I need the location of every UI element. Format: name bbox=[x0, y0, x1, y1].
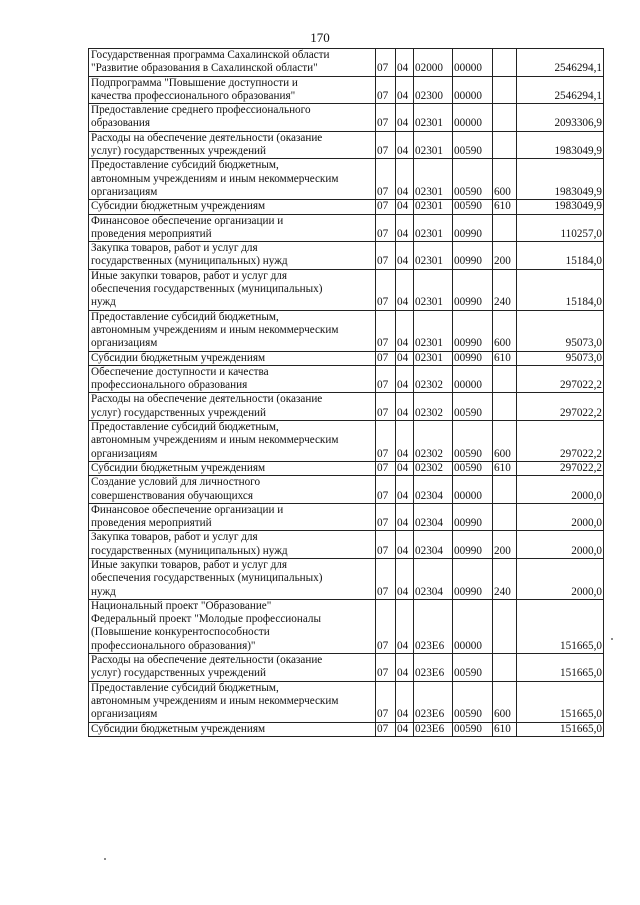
amount-cell: 2000,0 bbox=[517, 531, 604, 559]
subsection-code-cell: 04 bbox=[396, 200, 414, 214]
item-name-line: Закупка товаров, работ и услуг для bbox=[91, 242, 258, 255]
expense-type-cell: 600 bbox=[493, 421, 517, 462]
item-name-line: качества профессионального образования" bbox=[91, 89, 296, 102]
item-name-line: проведения мероприятий bbox=[91, 227, 212, 240]
program-code-cell: 02302 bbox=[414, 421, 453, 462]
expense-type-cell: 200 bbox=[493, 242, 517, 270]
table-row bbox=[89, 269, 604, 310]
item-name-line: Предоставление субсидий бюджетным, bbox=[91, 159, 279, 172]
expense-type-cell bbox=[493, 476, 517, 504]
section-code-cell: 07 bbox=[376, 200, 396, 214]
item-name-line: Субсидии бюджетным учреждениям bbox=[91, 461, 266, 474]
table-row bbox=[89, 200, 604, 214]
program-code-cell: 02301 bbox=[414, 310, 453, 351]
item-name-cell bbox=[89, 365, 376, 393]
item-name-cell bbox=[89, 503, 376, 531]
direction-code-cell: 00990 bbox=[453, 214, 493, 242]
item-name-line: проведения мероприятий bbox=[91, 517, 212, 530]
amount-cell: 1983049,9 bbox=[517, 131, 604, 159]
table-row bbox=[89, 503, 604, 531]
program-code-cell: 023E6 bbox=[414, 654, 453, 682]
item-name-cell bbox=[89, 722, 376, 736]
item-name-line: Закупка товаров, работ и услуг для bbox=[91, 531, 258, 544]
item-name-cell bbox=[89, 49, 376, 77]
subsection-code-cell: 04 bbox=[396, 269, 414, 310]
subsection-code-cell: 04 bbox=[396, 351, 414, 365]
item-name-cell bbox=[89, 393, 376, 421]
item-name-cell bbox=[89, 76, 376, 104]
expense-type-cell bbox=[493, 393, 517, 421]
item-name-line: Субсидии бюджетным учреждениям bbox=[91, 722, 266, 735]
subsection-code-cell: 04 bbox=[396, 76, 414, 104]
expense-type-cell: 240 bbox=[493, 558, 517, 599]
program-code-cell: 02301 bbox=[414, 269, 453, 310]
item-name-line: Создание условий для личностного bbox=[91, 476, 261, 489]
expense-type-cell bbox=[493, 49, 517, 77]
direction-code-cell: 00590 bbox=[453, 393, 493, 421]
item-name-line: государственных (муниципальных) нужд bbox=[91, 255, 288, 268]
subsection-code-cell: 04 bbox=[396, 654, 414, 682]
section-code-cell: 07 bbox=[376, 49, 396, 77]
scan-speck bbox=[104, 858, 106, 860]
amount-cell: 2000,0 bbox=[517, 558, 604, 599]
expense-type-cell: 610 bbox=[493, 722, 517, 736]
section-code-cell: 07 bbox=[376, 310, 396, 351]
amount-cell: 2000,0 bbox=[517, 476, 604, 504]
item-name-cell bbox=[89, 476, 376, 504]
scan-speck bbox=[611, 638, 613, 640]
amount-cell: 2093306,9 bbox=[517, 104, 604, 132]
direction-code-cell: 00000 bbox=[453, 599, 493, 653]
section-code-cell: 07 bbox=[376, 558, 396, 599]
subsection-code-cell: 04 bbox=[396, 558, 414, 599]
item-name-line: нужд bbox=[91, 296, 116, 309]
item-name-line: Иные закупки товаров, работ и услуг для bbox=[91, 269, 288, 282]
subsection-code-cell: 04 bbox=[396, 722, 414, 736]
item-name-line: Подпрограмма "Повышение доступности и bbox=[91, 76, 298, 89]
direction-code-cell: 00990 bbox=[453, 310, 493, 351]
table-row bbox=[89, 681, 604, 722]
subsection-code-cell: 04 bbox=[396, 599, 414, 653]
amount-cell: 1983049,9 bbox=[517, 159, 604, 200]
expense-type-cell: 200 bbox=[493, 531, 517, 559]
expense-type-cell bbox=[493, 654, 517, 682]
table-row bbox=[89, 49, 604, 77]
item-name-cell bbox=[89, 242, 376, 270]
budget-table bbox=[88, 48, 604, 737]
program-code-cell: 023E6 bbox=[414, 722, 453, 736]
item-name-cell bbox=[89, 351, 376, 365]
table-row bbox=[89, 476, 604, 504]
expense-type-cell: 600 bbox=[493, 159, 517, 200]
expense-type-cell: 610 bbox=[493, 200, 517, 214]
item-name-line: Субсидии бюджетным учреждениям bbox=[91, 351, 266, 364]
item-name-cell bbox=[89, 421, 376, 462]
amount-cell: 151665,0 bbox=[517, 722, 604, 736]
item-name-line: (Повышение конкурентоспособности bbox=[91, 626, 270, 639]
table-row bbox=[89, 599, 604, 653]
table-row bbox=[89, 310, 604, 351]
item-name-cell bbox=[89, 104, 376, 132]
amount-cell: 151665,0 bbox=[517, 654, 604, 682]
expense-type-cell bbox=[493, 76, 517, 104]
expense-type-cell bbox=[493, 131, 517, 159]
item-name-line: автономным учреждениям и иным некоммерческим bbox=[91, 694, 339, 707]
item-name-line: организациям bbox=[91, 447, 158, 460]
section-code-cell: 07 bbox=[376, 503, 396, 531]
program-code-cell: 02301 bbox=[414, 214, 453, 242]
direction-code-cell: 00590 bbox=[453, 131, 493, 159]
table-row bbox=[89, 531, 604, 559]
subsection-code-cell: 04 bbox=[396, 310, 414, 351]
item-name-cell bbox=[89, 159, 376, 200]
section-code-cell: 07 bbox=[376, 351, 396, 365]
program-code-cell: 02301 bbox=[414, 159, 453, 200]
section-code-cell: 07 bbox=[376, 531, 396, 559]
section-code-cell: 07 bbox=[376, 104, 396, 132]
program-code-cell: 02302 bbox=[414, 393, 453, 421]
item-name-cell bbox=[89, 599, 376, 653]
section-code-cell: 07 bbox=[376, 393, 396, 421]
subsection-code-cell: 04 bbox=[396, 503, 414, 531]
item-name-line: образования bbox=[91, 117, 151, 130]
subsection-code-cell: 04 bbox=[396, 531, 414, 559]
program-code-cell: 02304 bbox=[414, 503, 453, 531]
table-row bbox=[89, 654, 604, 682]
direction-code-cell: 00990 bbox=[453, 558, 493, 599]
item-name-line: организациям bbox=[91, 708, 158, 721]
section-code-cell: 07 bbox=[376, 421, 396, 462]
direction-code-cell: 00990 bbox=[453, 269, 493, 310]
item-name-line: организациям bbox=[91, 337, 158, 350]
direction-code-cell: 00590 bbox=[453, 681, 493, 722]
expense-type-cell: 240 bbox=[493, 269, 517, 310]
subsection-code-cell: 04 bbox=[396, 681, 414, 722]
section-code-cell: 07 bbox=[376, 599, 396, 653]
item-name-line: государственных (муниципальных) нужд bbox=[91, 544, 288, 557]
amount-cell: 2000,0 bbox=[517, 503, 604, 531]
section-code-cell: 07 bbox=[376, 242, 396, 270]
expense-type-cell: 610 bbox=[493, 461, 517, 475]
amount-cell: 2546294,1 bbox=[517, 49, 604, 77]
expense-type-cell: 610 bbox=[493, 351, 517, 365]
table-row bbox=[89, 76, 604, 104]
direction-code-cell: 00000 bbox=[453, 476, 493, 504]
section-code-cell: 07 bbox=[376, 461, 396, 475]
direction-code-cell: 00990 bbox=[453, 503, 493, 531]
item-name-line: "Развитие образования в Сахалинской области" bbox=[91, 62, 318, 75]
item-name-line: совершенствования обучающихся bbox=[91, 489, 253, 502]
program-code-cell: 023E6 bbox=[414, 599, 453, 653]
section-code-cell: 07 bbox=[376, 654, 396, 682]
direction-code-cell: 00000 bbox=[453, 365, 493, 393]
table-row bbox=[89, 104, 604, 132]
item-name-line: автономным учреждениям и иным некоммерческим bbox=[91, 323, 339, 336]
table-row bbox=[89, 131, 604, 159]
amount-cell: 151665,0 bbox=[517, 681, 604, 722]
item-name-cell bbox=[89, 214, 376, 242]
direction-code-cell: 00990 bbox=[453, 531, 493, 559]
program-code-cell: 02301 bbox=[414, 200, 453, 214]
expense-type-cell bbox=[493, 104, 517, 132]
expense-type-cell: 600 bbox=[493, 681, 517, 722]
section-code-cell: 07 bbox=[376, 214, 396, 242]
program-code-cell: 02304 bbox=[414, 476, 453, 504]
table-row bbox=[89, 461, 604, 475]
subsection-code-cell: 04 bbox=[396, 421, 414, 462]
program-code-cell: 02301 bbox=[414, 131, 453, 159]
table-row bbox=[89, 558, 604, 599]
subsection-code-cell: 04 bbox=[396, 365, 414, 393]
item-name-line: Расходы на обеспечение деятельности (оказание bbox=[91, 131, 323, 144]
item-name-line: нужд bbox=[91, 585, 116, 598]
direction-code-cell: 00590 bbox=[453, 200, 493, 214]
item-name-cell bbox=[89, 269, 376, 310]
direction-code-cell: 00000 bbox=[453, 49, 493, 77]
item-name-cell bbox=[89, 558, 376, 599]
table-row bbox=[89, 722, 604, 736]
item-name-line: Предоставление субсидий бюджетным, bbox=[91, 681, 279, 694]
item-name-cell bbox=[89, 531, 376, 559]
subsection-code-cell: 04 bbox=[396, 131, 414, 159]
item-name-cell bbox=[89, 131, 376, 159]
program-code-cell: 02304 bbox=[414, 558, 453, 599]
amount-cell: 297022,2 bbox=[517, 365, 604, 393]
amount-cell: 95073,0 bbox=[517, 310, 604, 351]
program-code-cell: 02000 bbox=[414, 49, 453, 77]
direction-code-cell: 00590 bbox=[453, 722, 493, 736]
table-row bbox=[89, 365, 604, 393]
direction-code-cell: 00000 bbox=[453, 104, 493, 132]
item-name-line: профессионального образования bbox=[91, 379, 248, 392]
item-name-line: услуг) государственных учреждений bbox=[91, 406, 267, 419]
program-code-cell: 02302 bbox=[414, 365, 453, 393]
item-name-line: организациям bbox=[91, 185, 158, 198]
item-name-line: автономным учреждениям и иным некоммерческим bbox=[91, 172, 339, 185]
direction-code-cell: 00590 bbox=[453, 654, 493, 682]
expense-type-cell bbox=[493, 365, 517, 393]
direction-code-cell: 00990 bbox=[453, 351, 493, 365]
section-code-cell: 07 bbox=[376, 722, 396, 736]
program-code-cell: 02302 bbox=[414, 461, 453, 475]
item-name-cell bbox=[89, 461, 376, 475]
item-name-line: Национальный проект "Образование" bbox=[91, 599, 272, 612]
amount-cell: 110257,0 bbox=[517, 214, 604, 242]
subsection-code-cell: 04 bbox=[396, 461, 414, 475]
amount-cell: 297022,2 bbox=[517, 461, 604, 475]
direction-code-cell: 00990 bbox=[453, 242, 493, 270]
amount-cell: 2546294,1 bbox=[517, 76, 604, 104]
item-name-line: Расходы на обеспечение деятельности (оказание bbox=[91, 393, 323, 406]
item-name-cell bbox=[89, 654, 376, 682]
program-code-cell: 02301 bbox=[414, 351, 453, 365]
item-name-line: профессионального образования)" bbox=[91, 639, 256, 652]
table-row bbox=[89, 351, 604, 365]
item-name-line: обеспечения государственных (муниципальных) bbox=[91, 283, 323, 296]
item-name-line: Предоставление субсидий бюджетным, bbox=[91, 421, 279, 434]
subsection-code-cell: 04 bbox=[396, 159, 414, 200]
table-row bbox=[89, 393, 604, 421]
expense-type-cell bbox=[493, 214, 517, 242]
section-code-cell: 07 bbox=[376, 476, 396, 504]
section-code-cell: 07 bbox=[376, 681, 396, 722]
subsection-code-cell: 04 bbox=[396, 393, 414, 421]
item-name-line: Финансовое обеспечение организации и bbox=[91, 503, 284, 516]
section-code-cell: 07 bbox=[376, 159, 396, 200]
item-name-line: обеспечения государственных (муниципальных) bbox=[91, 572, 323, 585]
item-name-line: Государственная программа Сахалинской области bbox=[91, 49, 330, 61]
direction-code-cell: 00000 bbox=[453, 76, 493, 104]
subsection-code-cell: 04 bbox=[396, 214, 414, 242]
item-name-cell bbox=[89, 200, 376, 214]
direction-code-cell: 00590 bbox=[453, 461, 493, 475]
section-code-cell: 07 bbox=[376, 365, 396, 393]
subsection-code-cell: 04 bbox=[396, 49, 414, 77]
program-code-cell: 02301 bbox=[414, 104, 453, 132]
item-name-line: Предоставление субсидий бюджетным, bbox=[91, 310, 279, 323]
direction-code-cell: 00590 bbox=[453, 421, 493, 462]
section-code-cell: 07 bbox=[376, 269, 396, 310]
item-name-line: Расходы на обеспечение деятельности (оказание bbox=[91, 654, 323, 667]
amount-cell: 15184,0 bbox=[517, 242, 604, 270]
table-row bbox=[89, 421, 604, 462]
expense-type-cell bbox=[493, 599, 517, 653]
item-name-line: автономным учреждениям и иным некоммерческим bbox=[91, 434, 339, 447]
program-code-cell: 02304 bbox=[414, 531, 453, 559]
item-name-line: услуг) государственных учреждений bbox=[91, 667, 267, 680]
expense-type-cell: 600 bbox=[493, 310, 517, 351]
item-name-line: услуг) государственных учреждений bbox=[91, 145, 267, 158]
table-row bbox=[89, 242, 604, 270]
item-name-line: Обеспечение доступности и качества bbox=[91, 365, 269, 378]
subsection-code-cell: 04 bbox=[396, 476, 414, 504]
subsection-code-cell: 04 bbox=[396, 242, 414, 270]
item-name-line: Субсидии бюджетным учреждениям bbox=[91, 200, 266, 213]
amount-cell: 297022,2 bbox=[517, 393, 604, 421]
program-code-cell: 02300 bbox=[414, 76, 453, 104]
item-name-line: Федеральный проект "Молодые профессионалы bbox=[91, 613, 322, 626]
amount-cell: 297022,2 bbox=[517, 421, 604, 462]
table-row bbox=[89, 159, 604, 200]
table-row bbox=[89, 214, 604, 242]
amount-cell: 15184,0 bbox=[517, 269, 604, 310]
direction-code-cell: 00590 bbox=[453, 159, 493, 200]
section-code-cell: 07 bbox=[376, 131, 396, 159]
item-name-cell bbox=[89, 681, 376, 722]
item-name-line: Финансовое обеспечение организации и bbox=[91, 214, 284, 227]
item-name-cell bbox=[89, 310, 376, 351]
item-name-line: Предоставление среднего профессионального bbox=[91, 104, 311, 117]
program-code-cell: 02301 bbox=[414, 242, 453, 270]
amount-cell: 1983049,9 bbox=[517, 200, 604, 214]
amount-cell: 95073,0 bbox=[517, 351, 604, 365]
item-name-line: Иные закупки товаров, работ и услуг для bbox=[91, 558, 288, 571]
expense-type-cell bbox=[493, 503, 517, 531]
section-code-cell: 07 bbox=[376, 76, 396, 104]
amount-cell: 151665,0 bbox=[517, 599, 604, 653]
page-number: 170 bbox=[310, 30, 330, 45]
program-code-cell: 023E6 bbox=[414, 681, 453, 722]
subsection-code-cell: 04 bbox=[396, 104, 414, 132]
